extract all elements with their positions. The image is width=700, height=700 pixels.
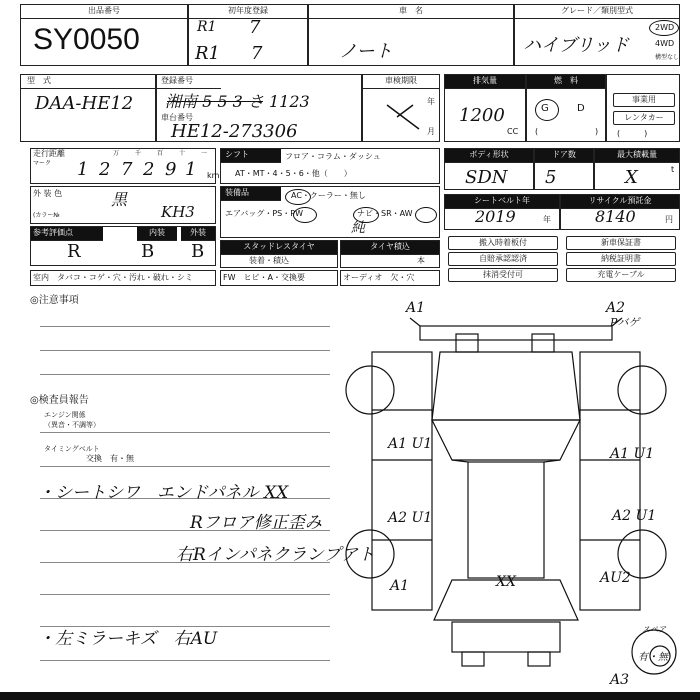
exterior-score: B: [191, 241, 205, 262]
capacity-unit: t: [671, 165, 675, 174]
diagram-trunk-mark: XX: [496, 574, 516, 590]
fuel-paren-l: (: [535, 127, 539, 136]
recycle-header: リサイクル預託金: [561, 195, 679, 209]
color-box: [30, 186, 216, 224]
fuel-box: [526, 74, 606, 142]
use-commercial: 事業用: [613, 93, 675, 107]
seatbelt-box: [444, 194, 560, 230]
mileage-header: 走行距離: [33, 149, 65, 158]
mileage-place-5: 一: [201, 150, 208, 157]
shift-opts: フロア・コラム・ダッシュ: [285, 152, 381, 161]
car-name-box: [308, 4, 514, 66]
color-code: KH3: [161, 203, 195, 221]
spare-tire: [632, 630, 676, 674]
displacement-unit: CC: [507, 127, 519, 136]
tire-unit: 本: [417, 256, 425, 265]
shift-box: [220, 148, 440, 184]
interior-condition-row: [30, 270, 216, 286]
spare-label: スペア: [642, 625, 666, 634]
seatbelt-value: 2019: [475, 207, 516, 226]
diagram-a2-top: A2: [606, 300, 626, 316]
grade-2wd: 2WD: [655, 23, 675, 32]
doors-header: ドア数: [535, 149, 593, 163]
inspection-month: 月: [427, 127, 435, 136]
fuel-g: G: [541, 103, 549, 114]
first-reg-year: R1: [197, 19, 217, 35]
studless-opts: 装着・積込: [249, 256, 289, 265]
diagram-left-front: A1 U1: [388, 436, 433, 452]
doc-5: 納税証明書: [566, 252, 676, 266]
tire-box: [340, 240, 440, 268]
shift-header: シフト: [221, 149, 281, 163]
model-header: 型 式: [21, 75, 155, 89]
diagram-right-middle: A2 U1: [612, 508, 657, 524]
equipment-aw-circle: [415, 207, 437, 223]
car-name-header: 車 名: [309, 5, 513, 19]
first-reg-month2: 7: [251, 43, 263, 64]
doc-2: 自賠承認認済: [448, 252, 558, 266]
audio-text: オーディオ 欠・穴: [343, 273, 415, 282]
diagram-right-rear: AU2: [600, 570, 631, 586]
grade-2wd-circle: [649, 20, 679, 36]
body-type-box: [444, 148, 534, 190]
mileage-place-4: 十: [179, 150, 186, 157]
engine-label: エンジン関係（異音・不調等）: [44, 411, 100, 429]
fuel-d: D: [577, 103, 585, 114]
lot-number-box: [20, 4, 188, 66]
interior-score: B: [141, 241, 155, 262]
mileage-digit-3: 7: [121, 159, 133, 180]
mileage-digit-2: 2: [99, 159, 111, 180]
registration-box: [156, 74, 362, 142]
capacity-value: X: [625, 167, 638, 188]
score-box: [30, 226, 216, 266]
diagram-left-rear: A1: [390, 578, 410, 594]
equipment-pw-circle: [293, 207, 317, 223]
studless-box: [220, 240, 338, 268]
tire-header: タイヤ積込: [341, 241, 439, 255]
mileage-place-3: 百: [157, 150, 164, 157]
studless-header: スタッドレスタイヤ: [221, 241, 337, 255]
seatbelt-header: シートベルト年: [445, 195, 559, 209]
front-left-wheel: [346, 366, 394, 414]
mileage-place-2: 千: [135, 150, 142, 157]
interior-condition-text: 室内 タバコ・コゲ・穴・汚れ・破れ・シミ: [33, 273, 193, 282]
fuel-paren-r: ): [595, 127, 599, 136]
mileage-marker: マーク: [33, 160, 52, 167]
color-header: 外 装 色: [33, 189, 63, 198]
legend-bar: [0, 692, 700, 700]
inspection-header: 車検期限: [363, 75, 439, 89]
first-reg-month: 7: [249, 17, 261, 38]
shift-gears: AT・MT・4・5・6・他（ ）: [235, 169, 352, 178]
diagram-left-middle: A2 U1: [388, 510, 433, 526]
car-name-value: ノート: [339, 41, 393, 62]
registration-value: 湘南 5 5 3 さ 1123: [165, 92, 310, 111]
registration-header: 登録番号: [157, 75, 221, 89]
recycle-box: [560, 194, 680, 230]
use-paren: ( ): [617, 129, 648, 138]
doc-6: 充電ケーブル: [566, 268, 676, 282]
use-rental: レンタカー: [613, 111, 675, 125]
displacement-box: [444, 74, 526, 142]
notes-header: ◎注意事項: [30, 295, 79, 306]
chassis-value: HE12-273306: [171, 121, 298, 142]
trunk: [434, 580, 578, 620]
fuel-header: 燃 料: [527, 75, 605, 89]
audio-row: [340, 270, 440, 286]
hood: [432, 352, 580, 420]
diagram-right-front: A1 U1: [610, 446, 655, 462]
fw-row: [220, 270, 338, 286]
lot-number-header: 出品番号: [21, 5, 187, 19]
grade-value: ハイブリッド: [523, 35, 630, 56]
grade-box: [514, 4, 680, 66]
equipment-navi-circle: [353, 207, 379, 223]
grade-none: 構型なし: [655, 54, 680, 61]
grade-header: グレード／類別型式: [515, 5, 679, 19]
front-right-wheel: [618, 366, 666, 414]
left-side-panels: [372, 352, 432, 610]
color-value: 黒: [111, 190, 128, 209]
equipment-genuine: 純: [351, 220, 365, 236]
recycle-value: 8140: [595, 207, 636, 226]
recycle-unit: 円: [665, 215, 673, 224]
spare-opts: 有・無: [638, 652, 668, 663]
inspector-header: ◎検査員報告: [30, 395, 89, 406]
body-type-value: SDN: [465, 167, 508, 188]
equipment-row3: ナビ・SR・AW: [357, 209, 413, 218]
mileage-digit-1: 1: [77, 159, 89, 180]
body-type-header: ボディ形状: [445, 149, 533, 163]
first-reg-year2: R1: [195, 43, 221, 64]
inspection-cross: [383, 101, 423, 133]
note-4: ・左ミラーキズ 右AU: [38, 629, 218, 649]
chassis-header: 車台番号: [161, 113, 193, 122]
exterior-header: 外装: [181, 227, 215, 241]
roof: [468, 462, 544, 578]
timing-belt-opts: 交換 有・無: [86, 454, 134, 463]
model-box: [20, 74, 156, 142]
displacement-header: 排気量: [445, 75, 525, 89]
inspection-year: 年: [427, 97, 435, 106]
color-code-label: (カラー№: [33, 212, 60, 219]
mileage-place-1: 万: [113, 150, 120, 157]
note-1: ・シートシワ エンドパネル XX: [38, 483, 289, 503]
front-bumper: [420, 326, 612, 340]
lot-number-value: SY0050: [33, 23, 140, 56]
doors-value: 5: [545, 167, 557, 188]
mileage-box: [30, 148, 220, 184]
diagram-a1-top: A1: [406, 300, 426, 316]
doc-4: 新車保証書: [566, 236, 676, 250]
diagram-a3: A3: [610, 672, 630, 688]
grade-4wd: 4WD: [655, 39, 675, 48]
capacity-box: [594, 148, 680, 190]
mileage-digit-5: 9: [165, 159, 177, 180]
first-registration-box: [188, 4, 308, 66]
interior-header: 内装: [137, 227, 177, 241]
first-registration-header: 初年度登録: [189, 5, 307, 19]
note-3: 右Rインパネクランプアト: [176, 545, 375, 565]
mileage-unit: km: [207, 171, 220, 180]
seatbelt-unit: 年: [543, 215, 551, 224]
score-value: R: [67, 241, 81, 262]
equipment-ac-circle: [285, 189, 311, 205]
doc-3: 抹消受付可: [448, 268, 558, 282]
mileage-digit-4: 2: [143, 159, 155, 180]
equipment-box: [220, 186, 440, 238]
equipment-row2: エアバッグ・PS・PW: [225, 209, 303, 218]
score-header: 参考評価点: [31, 227, 103, 241]
diagram-a2-note: Pバゲ: [610, 316, 640, 329]
mileage-digit-6: 1: [185, 159, 197, 180]
equipment-row1: AC・クーラー・無し: [291, 191, 366, 200]
equipment-header: 装備品: [221, 187, 281, 201]
use-box: [606, 74, 680, 142]
inspection-box: [362, 74, 440, 142]
timing-belt-label: タイミングベルト: [44, 445, 100, 453]
doc-1: 搬入時着板付: [448, 236, 558, 250]
right-side-panels: [580, 352, 640, 610]
model-value: DAA-HE12: [35, 93, 134, 114]
fw-text: FW ヒビ・A・交換要: [223, 273, 305, 282]
rear-right-wheel: [618, 530, 666, 578]
doors-box: [534, 148, 594, 190]
note-2: Rフロア修正歪み: [190, 513, 322, 533]
displacement-value: 1200: [459, 105, 505, 126]
capacity-header: 最大積載量: [595, 149, 679, 163]
